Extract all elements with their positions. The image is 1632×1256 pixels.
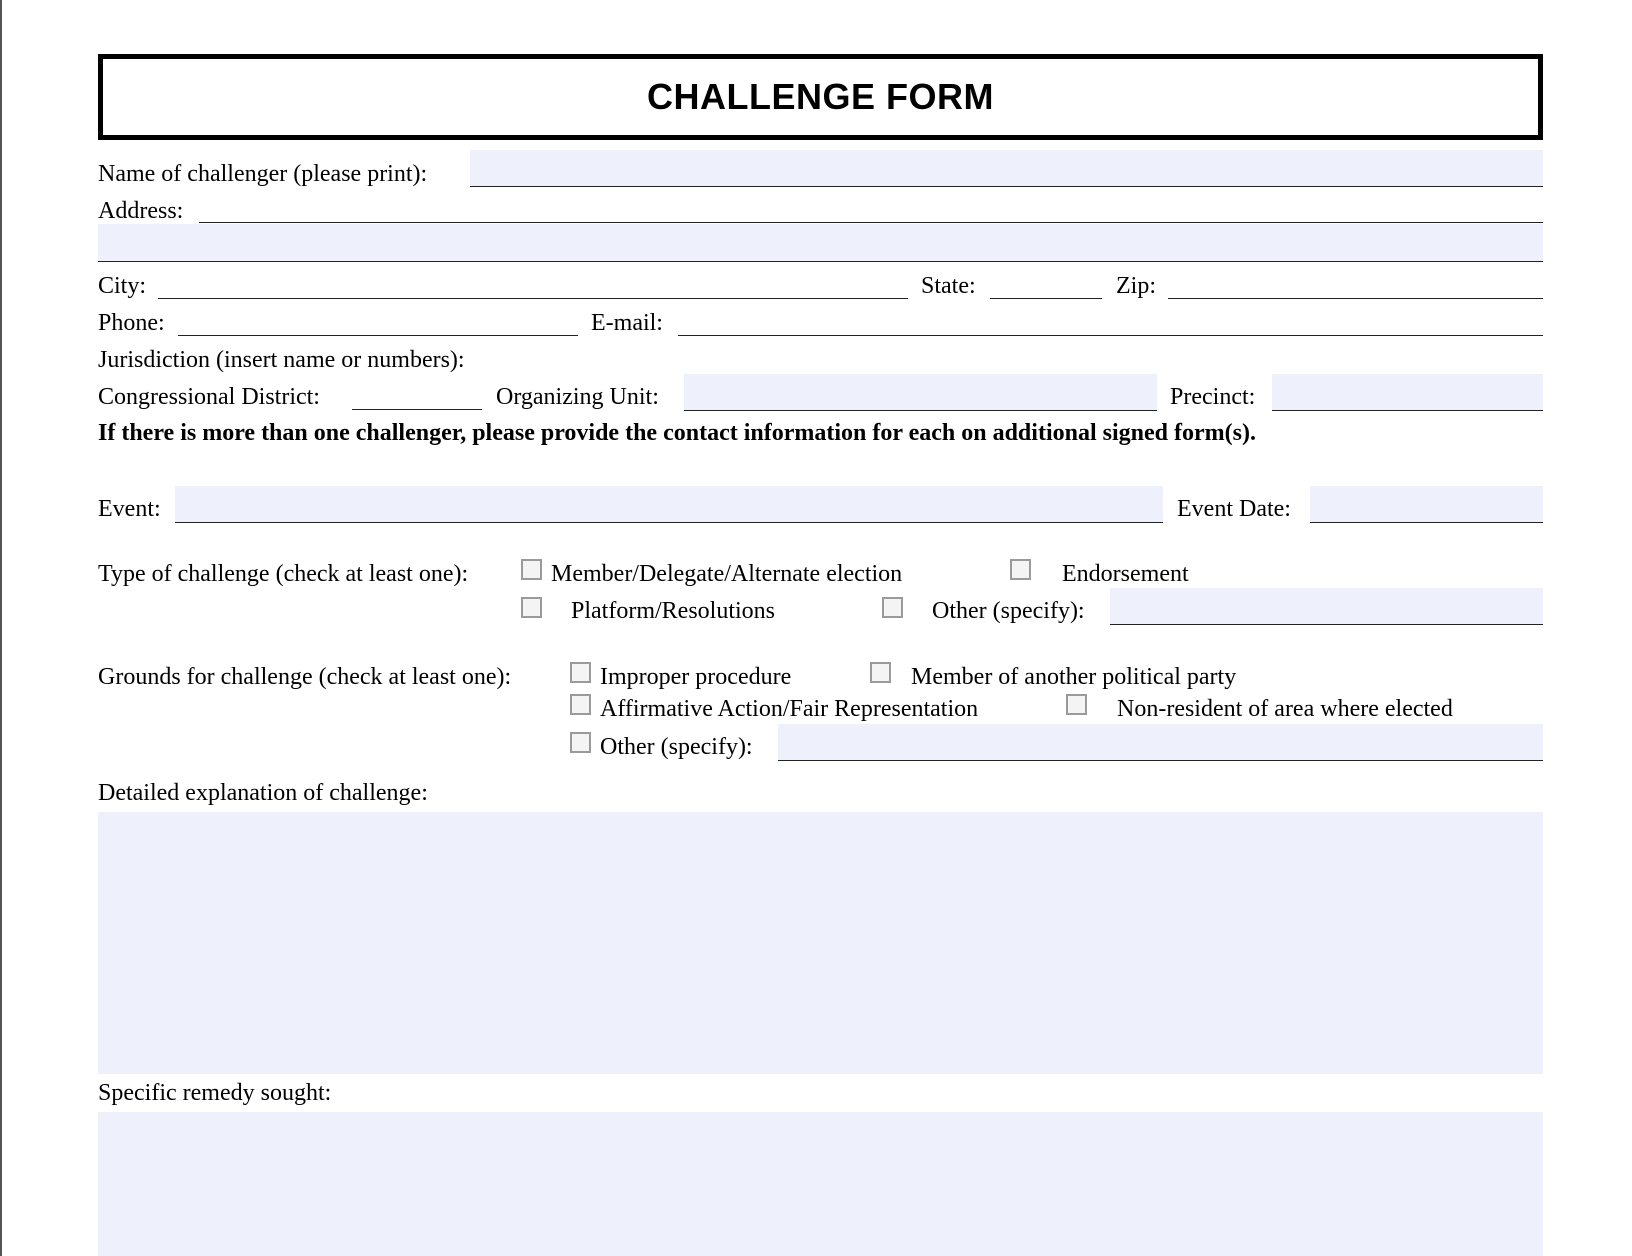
state-input[interactable] bbox=[990, 298, 1102, 299]
remedy-textarea[interactable] bbox=[98, 1112, 1543, 1256]
checkbox-improper-procedure[interactable] bbox=[570, 662, 591, 683]
checkbox-endorsement[interactable] bbox=[1010, 559, 1031, 580]
name-label: Name of challenger (please print): bbox=[98, 161, 428, 187]
checkbox-type-other[interactable] bbox=[882, 597, 903, 618]
remedy-label: Specific remedy sought: bbox=[98, 1080, 332, 1106]
email-input[interactable] bbox=[678, 335, 1543, 336]
explanation-textarea[interactable] bbox=[98, 812, 1543, 1074]
option-grounds-other: Other (specify): bbox=[600, 734, 753, 760]
checkbox-affirmative-action[interactable] bbox=[570, 694, 591, 715]
option-non-resident: Non-resident of area where elected bbox=[1117, 696, 1453, 722]
option-improper-procedure: Improper procedure bbox=[600, 664, 792, 690]
event-date-input[interactable] bbox=[1310, 486, 1543, 523]
page-left-edge bbox=[0, 0, 2, 1256]
grounds-for-challenge-label: Grounds for challenge (check at least one): bbox=[98, 664, 512, 690]
phone-label: Phone: bbox=[98, 310, 165, 336]
organizing-unit-label: Organizing Unit: bbox=[496, 384, 659, 410]
option-affirmative-action: Affirmative Action/Fair Representation bbox=[600, 696, 979, 722]
option-type-other: Other (specify): bbox=[932, 598, 1085, 624]
multi-challenger-note: If there is more than one challenger, please provide the contact information for each on additional signed form(s). bbox=[98, 420, 1256, 446]
congressional-district-input[interactable] bbox=[352, 409, 482, 410]
event-input[interactable] bbox=[175, 486, 1163, 523]
precinct-label: Precinct: bbox=[1170, 384, 1256, 410]
name-input[interactable] bbox=[470, 150, 1543, 187]
page-title: CHALLENGE FORM bbox=[647, 76, 994, 117]
address-label: Address: bbox=[98, 198, 184, 224]
address-line-2-input[interactable] bbox=[98, 224, 1543, 262]
city-input[interactable] bbox=[158, 298, 908, 299]
congressional-district-label: Congressional District: bbox=[98, 384, 320, 410]
state-label: State: bbox=[921, 273, 976, 299]
checkbox-platform-resolutions[interactable] bbox=[521, 597, 542, 618]
type-of-challenge-label: Type of challenge (check at least one): bbox=[98, 561, 469, 587]
event-date-label: Event Date: bbox=[1177, 496, 1291, 522]
zip-label: Zip: bbox=[1116, 273, 1156, 299]
grounds-other-specify-input[interactable] bbox=[778, 724, 1543, 761]
organizing-unit-input[interactable] bbox=[684, 374, 1157, 411]
address-line-1[interactable] bbox=[199, 222, 1543, 223]
title-box bbox=[98, 54, 1543, 140]
phone-input[interactable] bbox=[178, 335, 578, 336]
zip-input[interactable] bbox=[1168, 298, 1543, 299]
checkbox-grounds-other[interactable] bbox=[570, 732, 591, 753]
option-endorsement: Endorsement bbox=[1062, 561, 1189, 587]
option-platform-resolutions: Platform/Resolutions bbox=[571, 598, 775, 624]
option-member-delegate-election: Member/Delegate/Alternate election bbox=[551, 561, 903, 587]
explanation-label: Detailed explanation of challenge: bbox=[98, 780, 428, 806]
option-another-party: Member of another political party bbox=[911, 664, 1237, 690]
checkbox-non-resident[interactable] bbox=[1066, 694, 1087, 715]
type-other-specify-input[interactable] bbox=[1110, 588, 1543, 625]
checkbox-another-party[interactable] bbox=[870, 662, 891, 683]
email-label: E-mail: bbox=[591, 310, 663, 336]
city-label: City: bbox=[98, 273, 147, 299]
jurisdiction-label: Jurisdiction (insert name or numbers): bbox=[98, 347, 465, 373]
event-label: Event: bbox=[98, 496, 161, 522]
precinct-input[interactable] bbox=[1272, 374, 1543, 411]
checkbox-member-delegate-election[interactable] bbox=[521, 559, 542, 580]
